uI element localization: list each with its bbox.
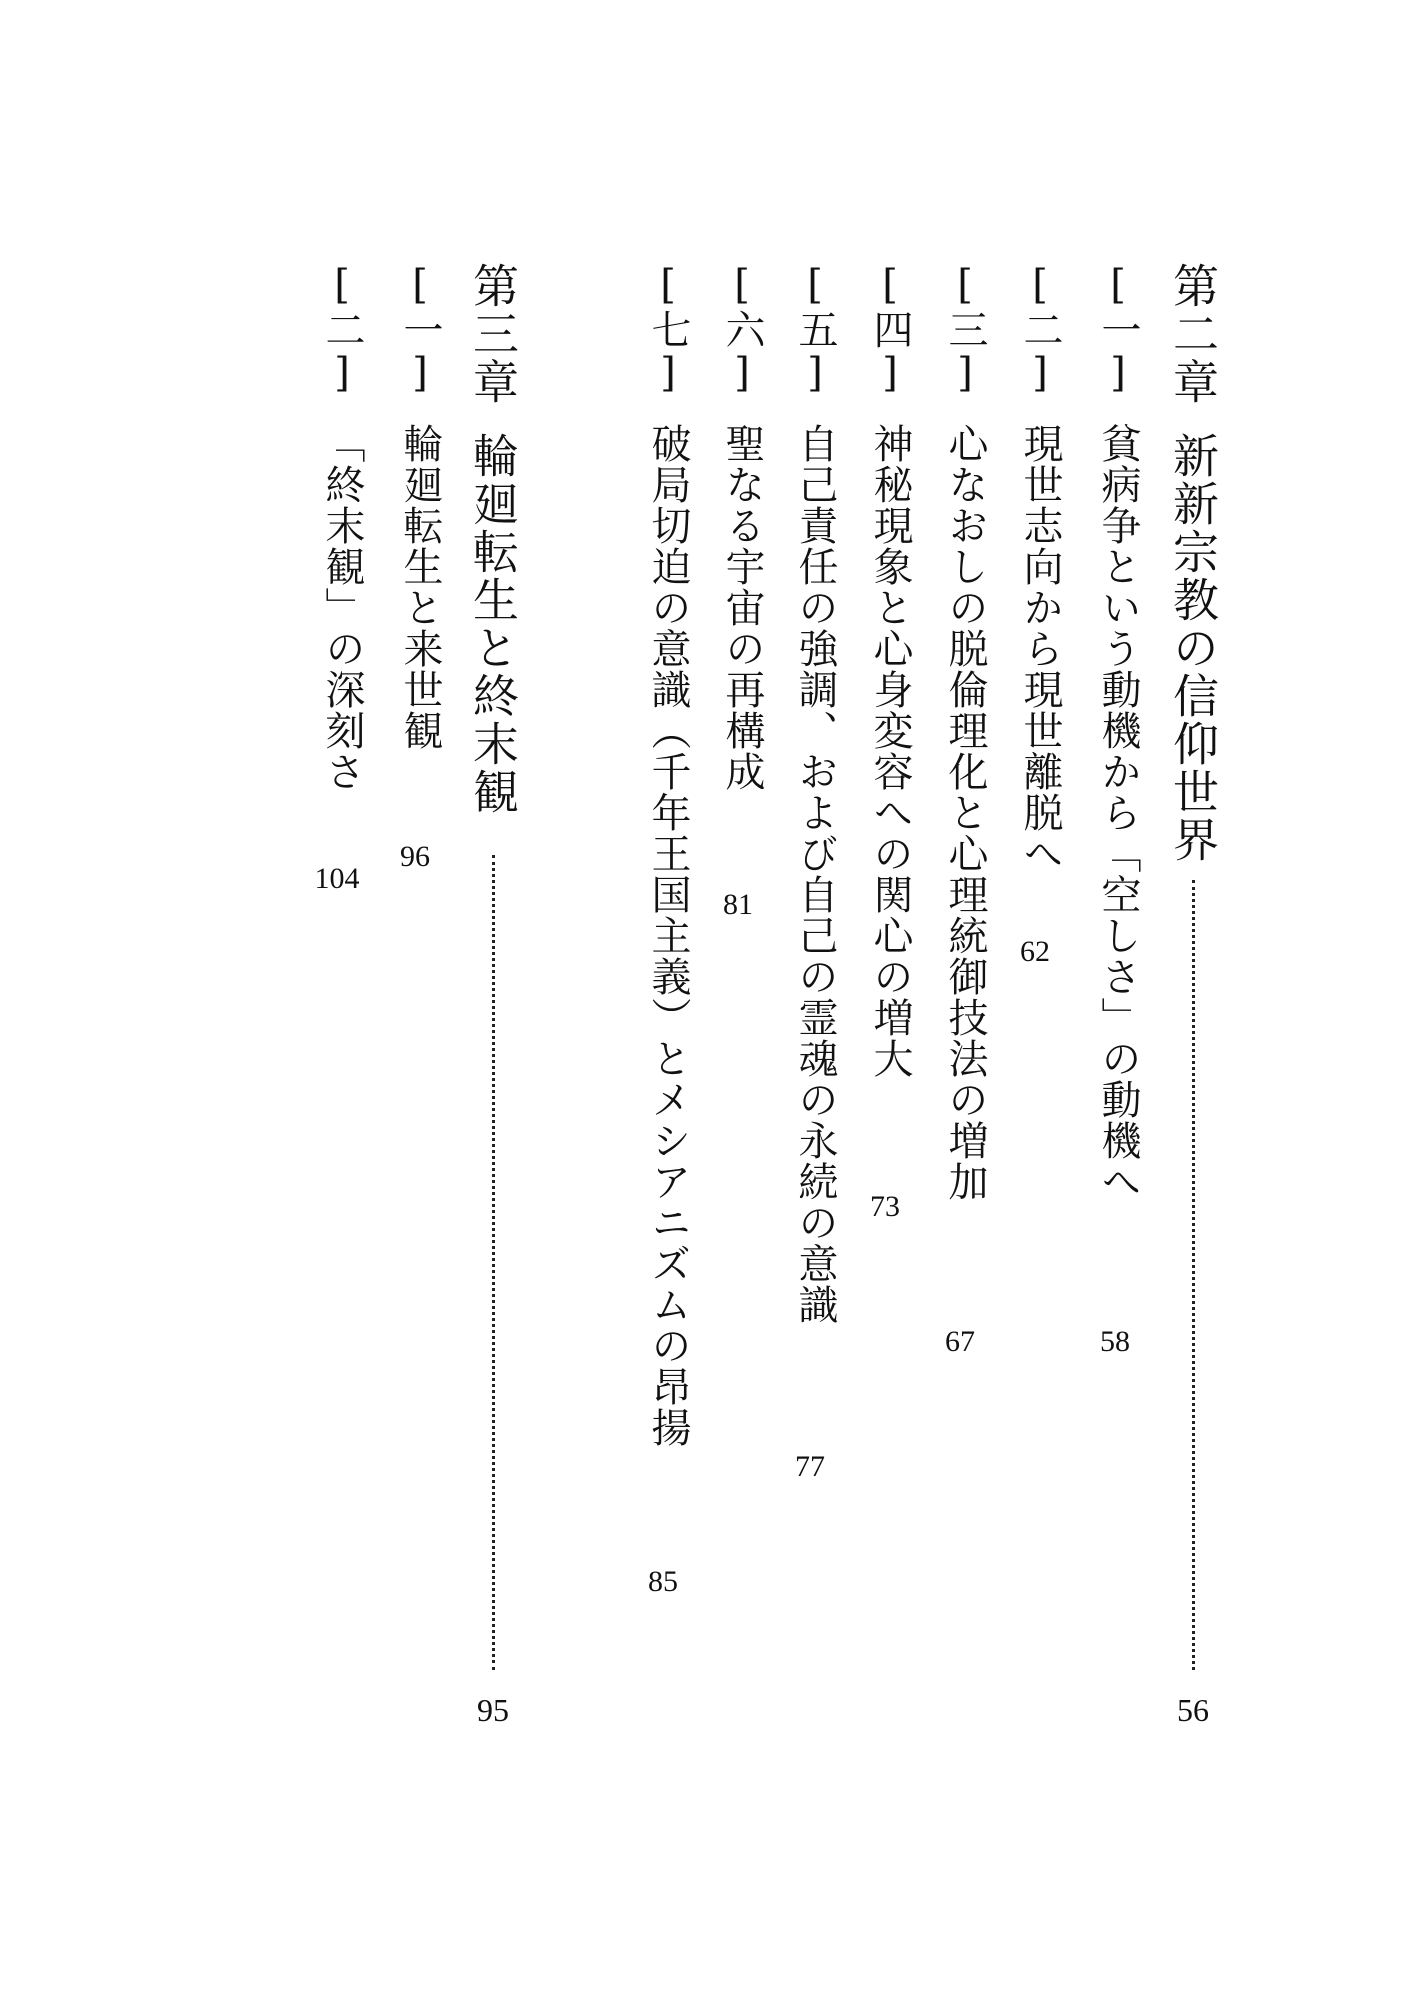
section-marker: [五] bbox=[792, 262, 838, 397]
section-marker: [七] bbox=[645, 262, 691, 397]
chapter-heading-3 bbox=[463, 262, 523, 816]
section-title: 破局切迫の意識（千年王国主義）とメシアニズムの昂揚 bbox=[645, 423, 691, 1448]
chapter-title: 新新宗教の信仰世界 bbox=[1166, 432, 1220, 864]
section-marker: [六] bbox=[719, 262, 765, 397]
toc-entry bbox=[935, 262, 995, 1202]
section-marker: [二] bbox=[1017, 262, 1063, 397]
section-marker: [一] bbox=[1095, 262, 1141, 397]
page-number: 96 bbox=[400, 840, 430, 873]
page-number: 81 bbox=[723, 888, 753, 921]
page-number: 85 bbox=[648, 1565, 678, 1598]
section-marker: [二] bbox=[319, 262, 365, 397]
section-marker: [四] bbox=[867, 262, 913, 397]
toc-entry bbox=[312, 262, 372, 792]
page-number: 73 bbox=[870, 1190, 900, 1223]
section-title: 輪廻転生と来世観 bbox=[397, 423, 443, 751]
page-number: 104 bbox=[314, 862, 360, 895]
section-title: 聖なる宇宙の再構成 bbox=[719, 423, 765, 792]
chapter-heading-2 bbox=[1163, 262, 1223, 864]
section-marker: [一] bbox=[397, 262, 443, 397]
page-number: 95 bbox=[477, 1692, 509, 1728]
section-title: 神秘現象と心身変容への関心の増大 bbox=[867, 423, 913, 1079]
leader-dots bbox=[492, 855, 495, 1670]
toc-entry bbox=[390, 262, 450, 751]
toc-entry bbox=[1088, 262, 1148, 1202]
page-number: 67 bbox=[945, 1325, 975, 1358]
chapter-title: 輪廻転生と終末観 bbox=[466, 432, 520, 816]
chapter-number-label: 第二章 bbox=[1166, 262, 1220, 406]
toc-entry bbox=[785, 262, 845, 1325]
page-number: 77 bbox=[795, 1450, 825, 1483]
chapter-number-label: 第三章 bbox=[466, 262, 520, 406]
section-title: 現世志向から現世離脱へ bbox=[1017, 423, 1063, 874]
section-title: 貧病争という動機から「空しさ」の動機へ bbox=[1095, 423, 1141, 1202]
page-number: 62 bbox=[1020, 935, 1050, 968]
page-number: 58 bbox=[1100, 1325, 1130, 1358]
toc-entry bbox=[860, 262, 920, 1079]
section-title: 「終末観」の深刻さ bbox=[319, 423, 365, 792]
section-marker: [三] bbox=[942, 262, 988, 397]
toc-entry bbox=[1010, 262, 1070, 874]
page-number: 56 bbox=[1177, 1692, 1209, 1728]
leader-dots bbox=[1192, 880, 1195, 1670]
toc-entry bbox=[712, 262, 772, 792]
section-title: 心なおしの脱倫理化と心理統御技法の増加 bbox=[942, 423, 988, 1202]
section-title: 自己責任の強調、および自己の霊魂の永続の意識 bbox=[792, 423, 838, 1325]
toc-entry bbox=[638, 262, 698, 1448]
